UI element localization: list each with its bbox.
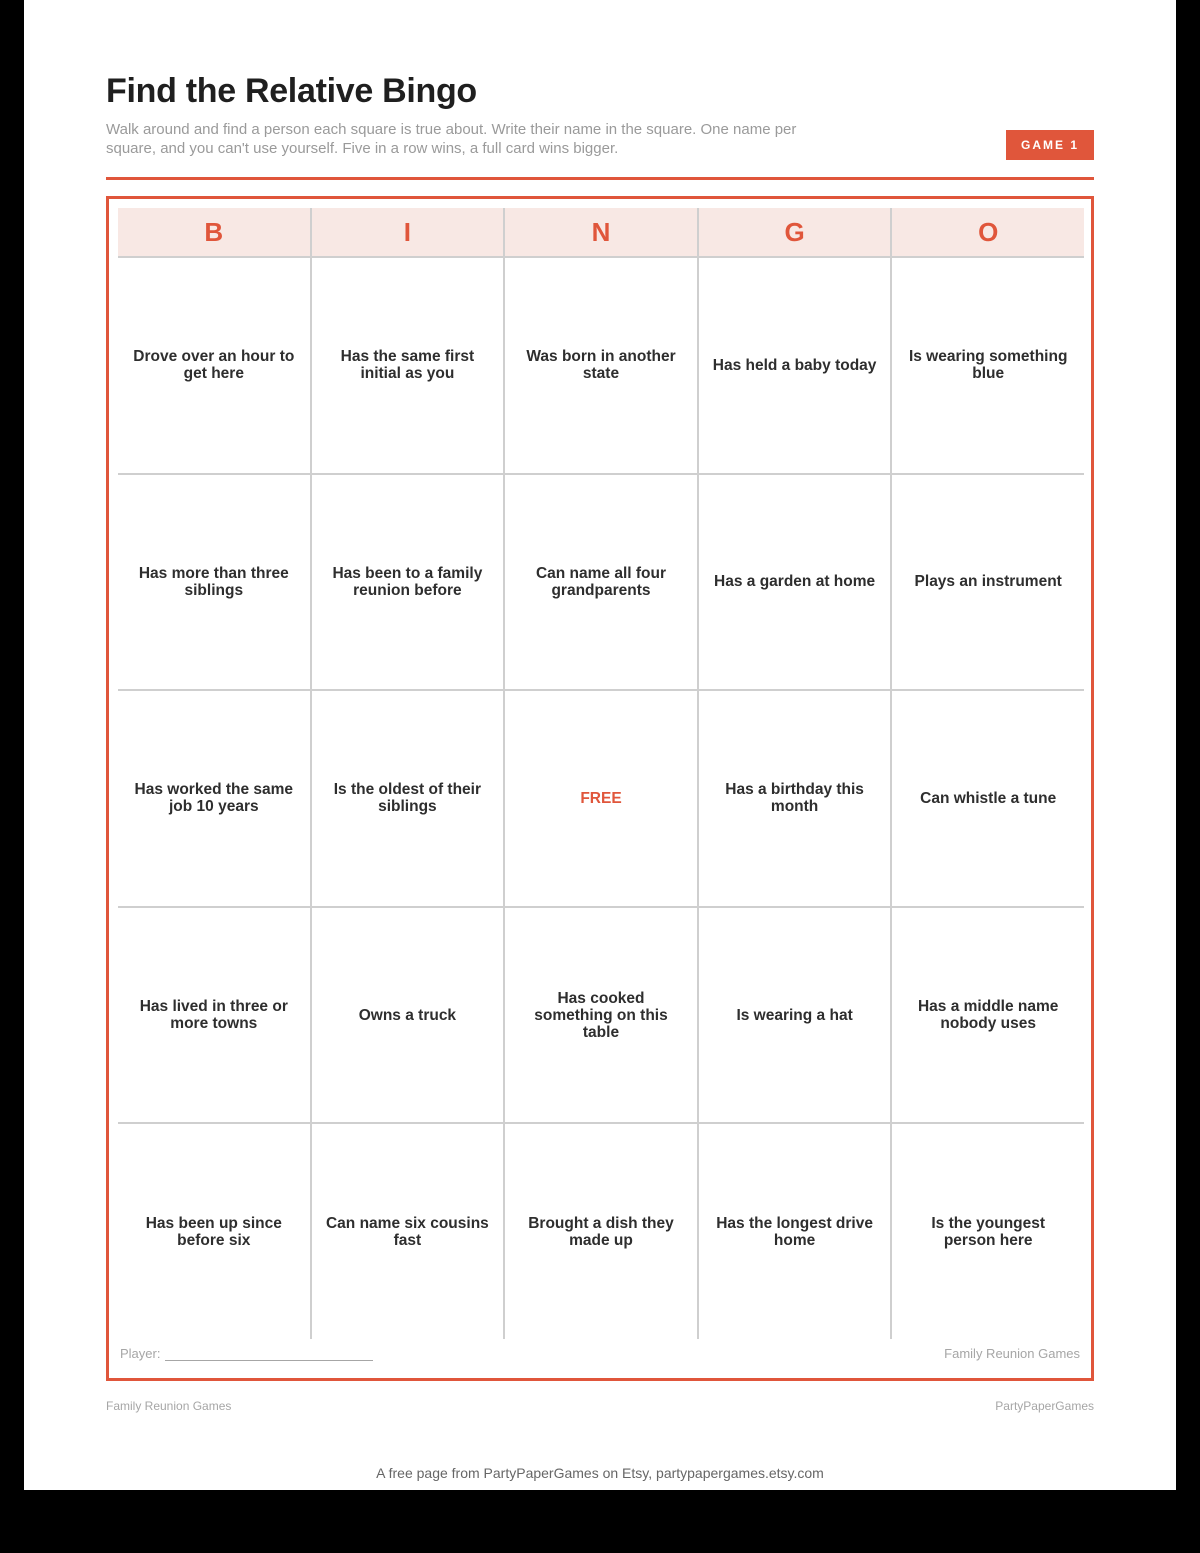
bingo-square[interactable]: Has worked the same job 10 years	[118, 691, 310, 906]
bingo-square[interactable]: Has the same first initial as you	[312, 258, 504, 473]
bingo-square[interactable]: Is wearing something blue	[892, 258, 1084, 473]
game-badge: GAME 1	[1006, 130, 1094, 160]
bingo-square[interactable]: Is the youngest person here	[892, 1124, 1084, 1339]
footer-right: PartyPaperGames	[995, 1399, 1094, 1413]
bingo-card	[106, 196, 1094, 1381]
bingo-square[interactable]: Has a birthday this month	[699, 691, 891, 906]
bingo-square[interactable]: Has held a baby today	[699, 258, 891, 473]
bingo-square[interactable]: Brought a dish they made up	[505, 1124, 697, 1339]
player-label: Player:	[120, 1346, 161, 1361]
column-header-o: O	[892, 208, 1084, 256]
bingo-square[interactable]: Drove over an hour to get here	[118, 258, 310, 473]
bingo-square[interactable]: Has the longest drive home	[699, 1124, 891, 1339]
bingo-square[interactable]: Can whistle a tune	[892, 691, 1084, 906]
bingo-square[interactable]: Plays an instrument	[892, 475, 1084, 690]
bingo-square[interactable]: Was born in another state	[505, 258, 697, 473]
footer-left: Family Reunion Games	[106, 1399, 232, 1413]
column-header-g: G	[699, 208, 891, 256]
bingo-square[interactable]: Has been to a family reunion before	[312, 475, 504, 690]
bingo-square[interactable]: Owns a truck	[312, 908, 504, 1123]
bingo-square[interactable]: Is the oldest of their siblings	[312, 691, 504, 906]
column-header-i: I	[312, 208, 504, 256]
player-name-line[interactable]	[165, 1348, 373, 1361]
bingo-square[interactable]: Is wearing a hat	[699, 908, 891, 1123]
bingo-square[interactable]: Has more than three siblings	[118, 475, 310, 690]
bingo-page	[24, 0, 1176, 1490]
column-header-b: B	[118, 208, 310, 256]
bingo-square[interactable]: Has been up since before six	[118, 1124, 310, 1339]
bingo-square[interactable]: Has a middle name nobody uses	[892, 908, 1084, 1123]
free-square[interactable]: FREE	[505, 691, 697, 906]
instructions: Walk around and find a person each square is true about. Write their name in the square. One name per square, and you can't use yourself. Five in a row wins, a full card wins bigger.	[106, 121, 797, 157]
credit-line: A free page from PartyPaperGames on Etsy, partypapergames.etsy.com	[376, 1465, 824, 1481]
bingo-square[interactable]: Can name all four grandparents	[505, 475, 697, 690]
column-header-n: N	[505, 208, 697, 256]
bingo-square[interactable]: Has cooked something on this table	[505, 908, 697, 1123]
bingo-square[interactable]: Has lived in three or more towns	[118, 908, 310, 1123]
header-rule	[106, 177, 1094, 180]
bingo-grid	[118, 208, 1084, 1339]
page-title: Find the Relative Bingo	[106, 72, 477, 110]
card-brand: Family Reunion Games	[944, 1346, 1080, 1361]
bingo-square[interactable]: Can name six cousins fast	[312, 1124, 504, 1339]
bingo-square[interactable]: Has a garden at home	[699, 475, 891, 690]
player-field	[120, 1346, 373, 1361]
